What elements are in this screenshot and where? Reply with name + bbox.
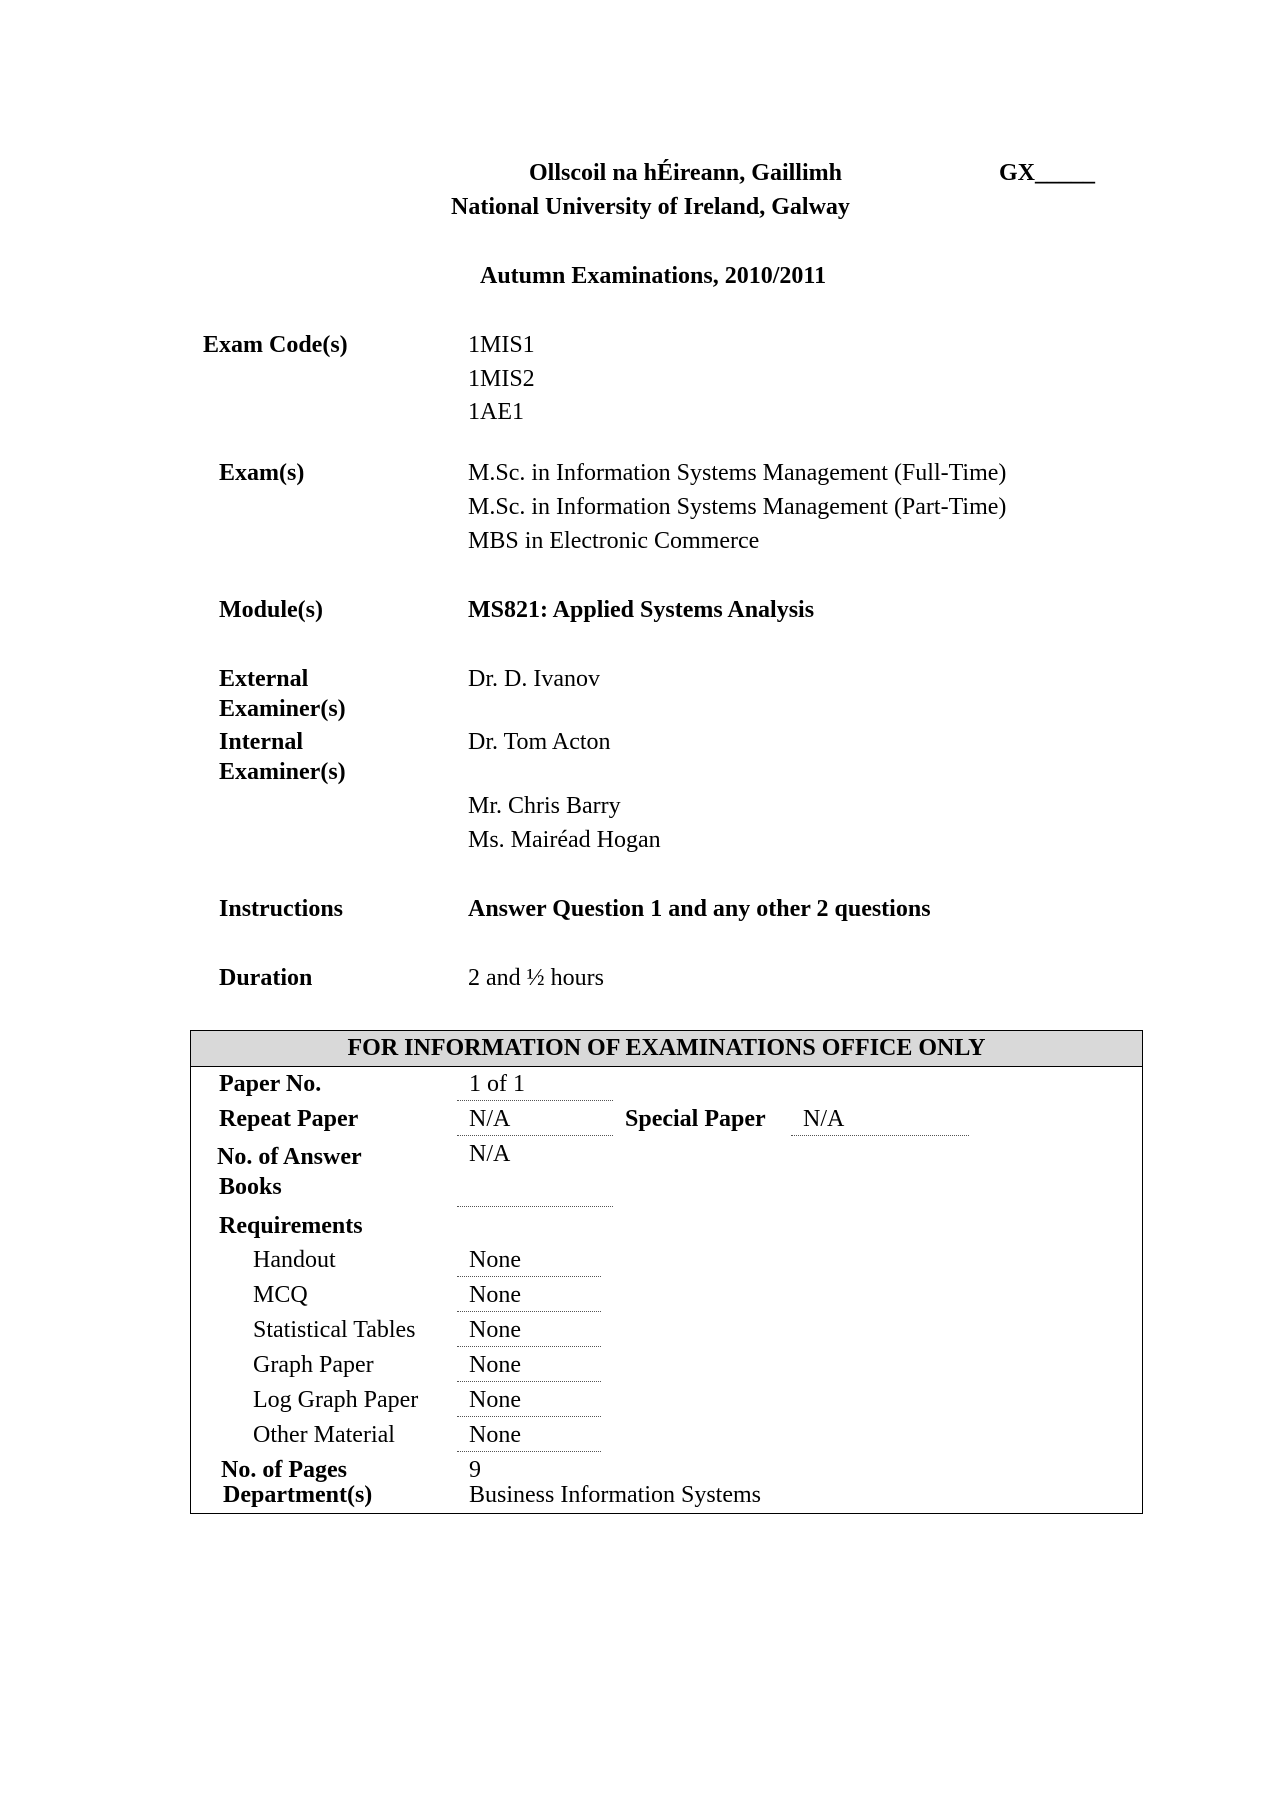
- answer-books-value: N/A: [457, 1137, 613, 1207]
- internal-examiner-name: Dr. Tom Acton: [468, 729, 611, 755]
- requirements-label: Requirements: [219, 1213, 363, 1239]
- repeat-paper-value: N/A: [457, 1102, 613, 1136]
- answer-books-label: No. of Answer: [217, 1144, 362, 1170]
- internal-examiner-name: Mr. Chris Barry: [468, 793, 621, 819]
- university-english-name: National University of Ireland, Galway: [451, 194, 850, 220]
- requirement-label-graph-paper: Graph Paper: [253, 1352, 374, 1378]
- pages-label: No. of Pages: [221, 1457, 347, 1483]
- paper-no-label: Paper No.: [219, 1071, 322, 1097]
- requirement-value-graph-paper: None: [457, 1348, 601, 1382]
- office-box-heading: FOR INFORMATION OF EXAMINATIONS OFFICE ONLY: [191, 1031, 1142, 1067]
- department-value: Business Information Systems: [469, 1482, 761, 1508]
- duration-value: 2 and ½ hours: [468, 965, 604, 991]
- duration-label: Duration: [219, 965, 313, 991]
- answer-books-label-line2: Books: [219, 1174, 282, 1200]
- instructions-text: Answer Question 1 and any other 2 questions: [468, 896, 931, 922]
- university-irish-name: Ollscoil na hÉireann, Gaillimh: [529, 160, 842, 186]
- internal-examiner-label-line2: Examiner(s): [219, 759, 346, 785]
- exam-name: M.Sc. in Information Systems Management (Full-Time): [468, 460, 1007, 486]
- gx-code-label: GX_____: [999, 160, 1095, 186]
- requirement-label-mcq: MCQ: [253, 1282, 308, 1308]
- exam-codes-label: Exam Code(s): [203, 332, 348, 358]
- special-paper-value: N/A: [791, 1102, 969, 1136]
- paper-no-value: 1 of 1: [457, 1067, 613, 1101]
- requirement-label-statistical-tables: Statistical Tables: [253, 1317, 416, 1343]
- requirement-value-mcq: None: [457, 1278, 601, 1312]
- repeat-paper-label: Repeat Paper: [219, 1106, 359, 1132]
- exam-code: 1MIS2: [468, 366, 535, 392]
- exam-code: 1AE1: [468, 399, 524, 425]
- exam-name: M.Sc. in Information Systems Management (Part-Time): [468, 494, 1007, 520]
- special-paper-label: Special Paper: [625, 1106, 766, 1132]
- exam-name: MBS in Electronic Commerce: [468, 528, 760, 554]
- requirement-label-handout: Handout: [253, 1247, 336, 1273]
- instructions-label: Instructions: [219, 896, 344, 922]
- external-examiner-name: Dr. D. Ivanov: [468, 666, 600, 692]
- external-examiner-label-line2: Examiner(s): [219, 696, 346, 722]
- internal-examiner-name: Ms. Mairéad Hogan: [468, 827, 661, 853]
- exam-session-title: Autumn Examinations, 2010/2011: [480, 263, 827, 289]
- exam-code: 1MIS1: [468, 332, 535, 358]
- external-examiner-label: External: [219, 666, 309, 692]
- pages-value: 9: [469, 1457, 481, 1483]
- requirement-value-log-graph-paper: None: [457, 1383, 601, 1417]
- department-label: Department(s): [223, 1482, 373, 1508]
- requirement-label-log-graph-paper: Log Graph Paper: [253, 1387, 419, 1413]
- examinations-office-box: [190, 1030, 1143, 1514]
- requirement-value-statistical-tables: None: [457, 1313, 601, 1347]
- module-name: MS821: Applied Systems Analysis: [468, 597, 815, 623]
- modules-label: Module(s): [219, 597, 323, 623]
- internal-examiner-label: Internal: [219, 729, 303, 755]
- requirement-value-handout: None: [457, 1243, 601, 1277]
- requirement-value-other-material: None: [457, 1418, 601, 1452]
- exams-label: Exam(s): [219, 460, 305, 486]
- requirement-label-other-material: Other Material: [253, 1422, 395, 1448]
